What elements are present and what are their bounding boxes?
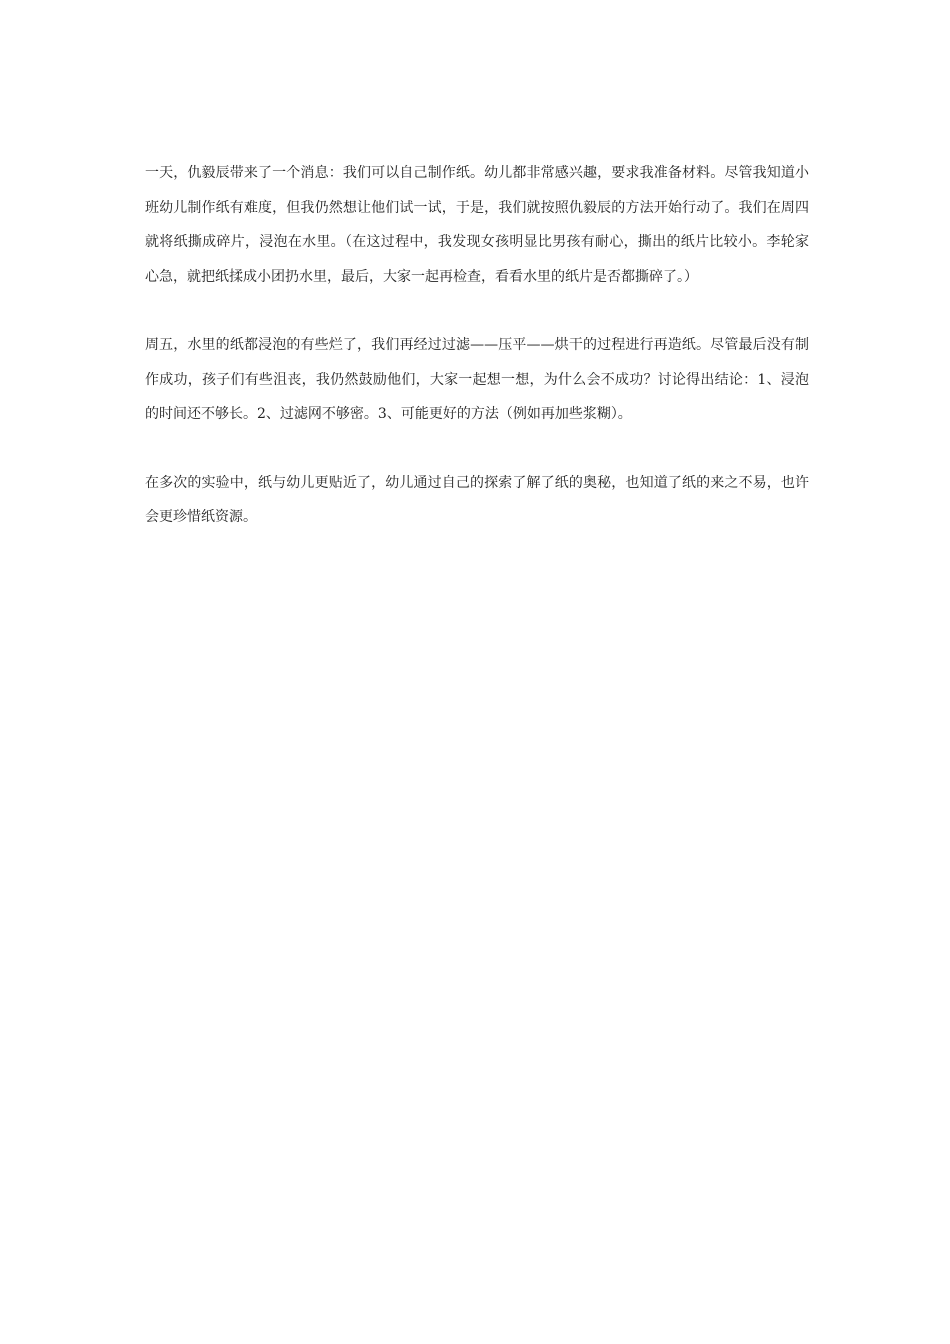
paragraph-conclusion: 在多次的实验中，纸与幼儿更贴近了，幼儿通过自己的探索了解了纸的奥秘，也知道了纸的来之不易，也许会更珍惜纸资源。 (145, 474, 809, 525)
paragraph-friday-result: 周五，水里的纸都浸泡的有些烂了，我们再经过过滤——压平——烘干的过程进行再造纸。尽管最后没有制作成功，孩子们有些沮丧，我仍然鼓励他们，大家一起想一想，为什么会不成功？讨论得出结论：1、浸泡的时间还不够长。2、过滤网不够密。3、可能更好的方法（例如再加些浆糊）。 (145, 337, 809, 422)
document-body (145, 156, 809, 535)
paragraph-making-paper: 一天，仇毅辰带来了一个消息：我们可以自己制作纸。幼儿都非常感兴趣，要求我准备材料。尽管我知道小班幼儿制作纸有难度，但我仍然想让他们试一试，于是，我们就按照仇毅辰的方法开始行动了。我们在周四就将纸撕成碎片，浸泡在水里。（在这过程中，我发现女孩明显比男孩有耐心，撕出的纸片比较小。李轮家心急，就把纸揉成小团扔水里，最后，大家一起再检查，看看水里的纸片是否都撕碎了。） (145, 165, 809, 285)
